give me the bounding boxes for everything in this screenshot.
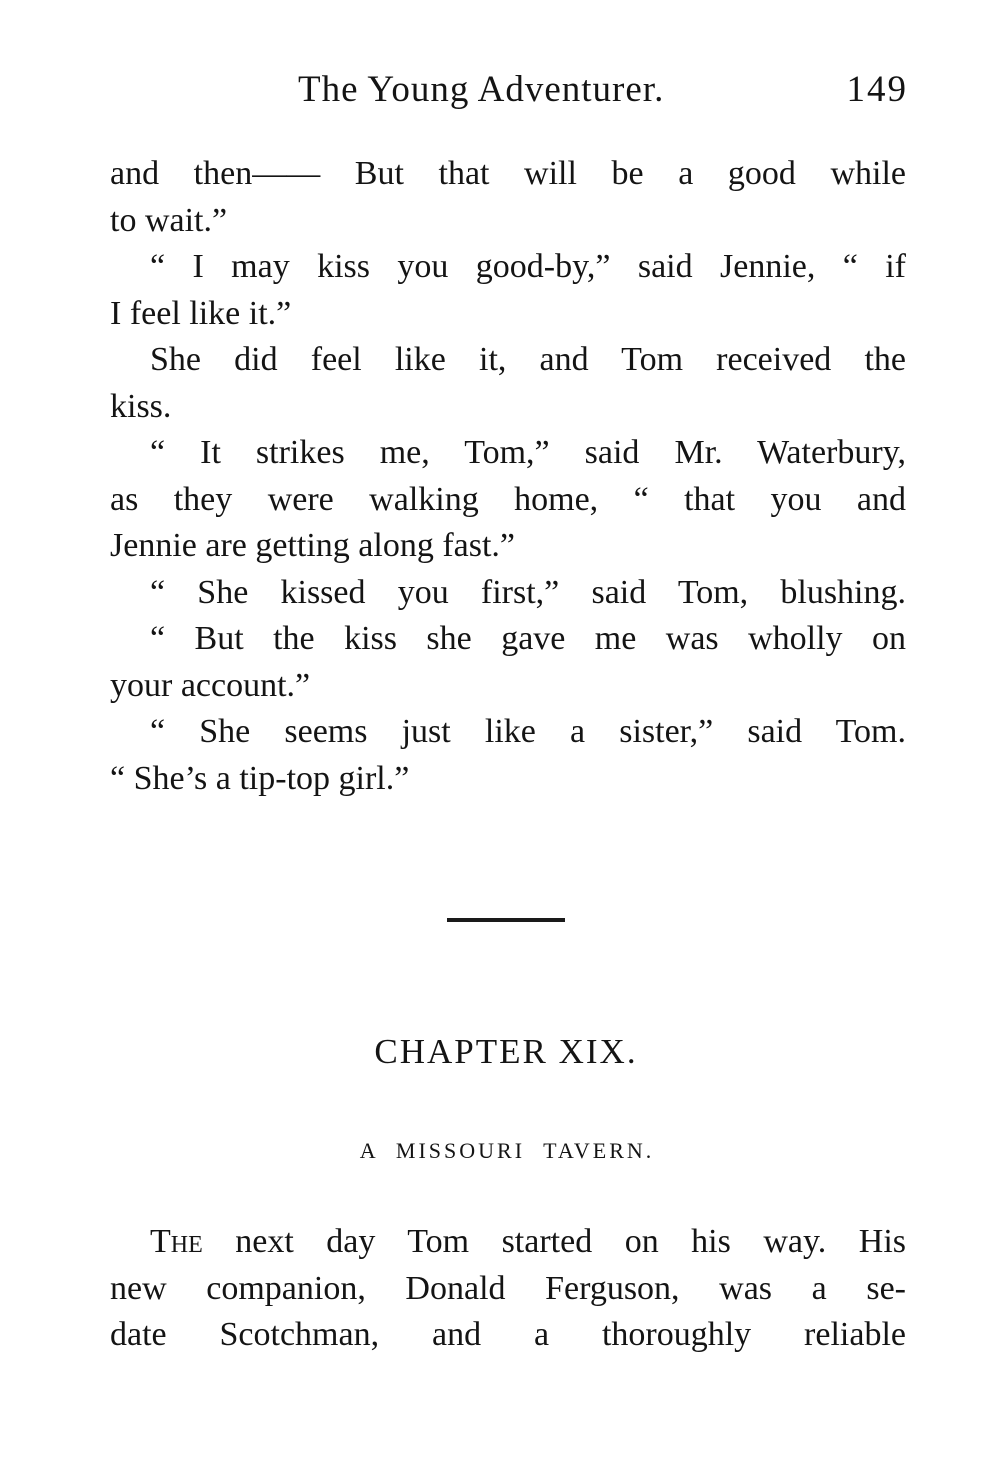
text-line: and then—— But that will be a good while: [110, 155, 906, 192]
text-line: [110, 1219, 906, 1266]
passage-continued: [110, 151, 906, 802]
text-line: “ She seems just like a sister,” said Tom.: [150, 713, 906, 750]
text-line: She did feel like it, and Tom received the: [150, 341, 906, 378]
text-line: “ She’s a tip-top girl.”: [110, 759, 410, 797]
text-line: I feel like it.”: [110, 294, 292, 332]
text-line: new companion, Donald Ferguson, was a se-: [110, 1269, 906, 1307]
chapter-subtitle: A MISSOURI TAVERN.: [359, 1138, 655, 1163]
text-line: to wait.”: [110, 201, 228, 239]
text-line: your account.”: [110, 666, 311, 704]
text-line: as they were walking home, “ that you and: [110, 480, 906, 518]
chapter-opening-passage: [110, 1219, 906, 1359]
page-number: 149: [846, 69, 908, 110]
text-line: “ It strikes me, Tom,” said Mr. Waterbury,: [150, 434, 906, 471]
text-line: “ She kissed you first,” said Tom, blushing.: [150, 573, 906, 611]
text-line: “ But the kiss she gave me was wholly on: [150, 620, 906, 657]
first-line-text: next day Tom started on his way. His: [202, 1223, 906, 1260]
text-line: “ I may kiss you good-by,” said Jennie, “ if: [150, 248, 906, 285]
text-line: kiss.: [110, 387, 172, 425]
chapter-heading: CHAPTER XIX.: [374, 1032, 638, 1071]
text-line: Jennie are getting along fast.”: [110, 527, 516, 564]
lead-word: The: [150, 1223, 203, 1260]
running-head: [110, 68, 910, 118]
running-title: The Young Adventurer.: [298, 69, 665, 110]
section-divider: [447, 918, 565, 922]
text-line: date Scotchman, and a thoroughly reliable: [110, 1316, 906, 1353]
